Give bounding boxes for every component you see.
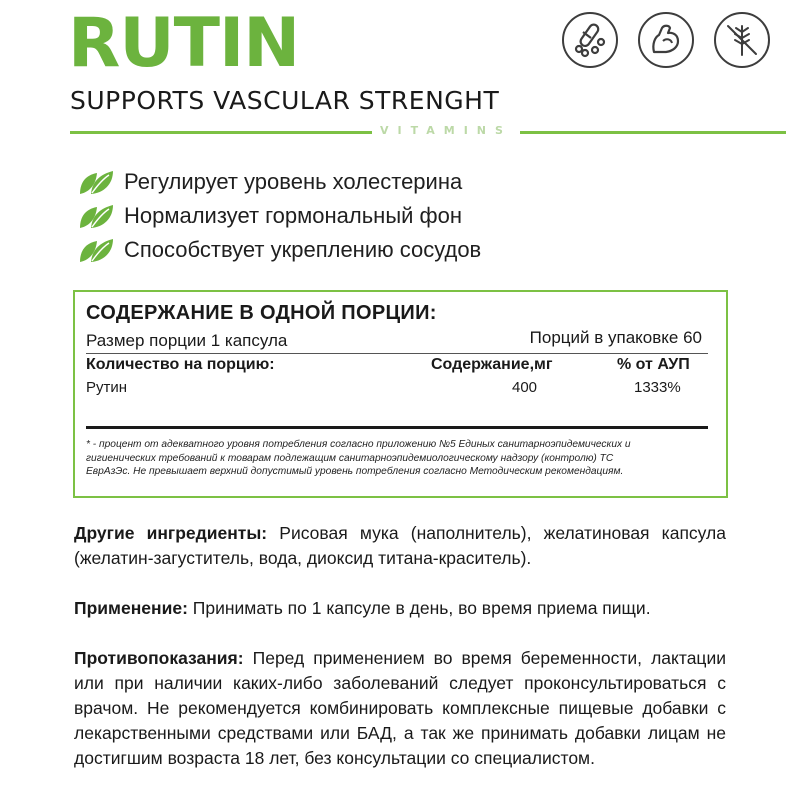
- benefit-text: Нормализует гормональный фон: [124, 203, 463, 228]
- benefit-text: Регулирует уровень холестерина: [124, 169, 463, 194]
- product-subtitle: SUPPORTS VASCULAR STRENGHT: [70, 86, 500, 115]
- ingredients-label: Другие ингредиенты:: [74, 523, 268, 543]
- list-item: [76, 165, 481, 199]
- footnote: * - процент от адекватного уровня потребления согласно приложению №5 Единых санитарноэпидемических и гигиенических требований к товарам подлежащим санитарноэпидемиологическому надзору (контролю) ТС ЕврАзЭс. Не превышает верхний допустимый уровень потребления согласно Методическим рекомендациям.: [86, 439, 631, 477]
- supplement-facts-box: [73, 290, 728, 498]
- contra-label: Противопоказания:: [74, 648, 244, 668]
- capsules-icon: [562, 12, 618, 68]
- header-divider: [70, 124, 786, 138]
- column-header-percent: % от АУП: [617, 356, 690, 373]
- divider-thick: [86, 426, 708, 429]
- leaf-icon: [76, 201, 116, 231]
- list-item: [76, 233, 481, 267]
- gluten-free-icon: [714, 12, 770, 68]
- list-item: [76, 199, 481, 233]
- column-header-quantity: Количество на порцию:: [86, 356, 275, 373]
- strength-arm-icon: [638, 12, 694, 68]
- contraindications: [74, 646, 726, 771]
- ingredient-mg: 400: [512, 379, 538, 396]
- benefit-list: [76, 165, 481, 267]
- facts-title: СОДЕРЖАНИЕ В ОДНОЙ ПОРЦИИ:: [86, 302, 437, 324]
- ingredient-percent: 1333%: [634, 379, 681, 396]
- other-ingredients: [74, 521, 726, 571]
- usage-label: Применение:: [74, 598, 188, 618]
- usage: [74, 596, 726, 621]
- servings-per-pack: Порций в упаковке 60: [529, 328, 702, 347]
- badge-row: [562, 12, 770, 68]
- ingredients-text: Рисовая мука (наполнитель), желатиновая капсула (желатин-загуститель, вода, диоксид титана-краситель).: [74, 523, 726, 568]
- column-header-content: Содержание,мг: [431, 356, 553, 373]
- divider-word: VITAMINS: [372, 124, 520, 138]
- divider: [86, 353, 708, 354]
- brand-title: RUTIN: [68, 4, 300, 83]
- ingredient-name: Рутин: [86, 379, 128, 396]
- usage-text: Принимать по 1 капсуле в день, во время приема пищи.: [187, 598, 651, 618]
- leaf-icon: [76, 235, 116, 265]
- leaf-icon: [76, 167, 116, 197]
- serving-size: Размер порции 1 капсула: [86, 331, 288, 350]
- benefit-text: Способствует укреплению сосудов: [124, 237, 482, 262]
- contra-text: Перед применением во время беременности, лактации или при наличии каких-либо заболеваний следует проконсультироваться с врачом. Не рекомендуется комбинировать комплексные пищевые добавки с лекарственными средствами или БАД, а так же принимать добавки лицам не достигшим возраста 18 лет, без консультации со специалистом.: [74, 648, 726, 768]
